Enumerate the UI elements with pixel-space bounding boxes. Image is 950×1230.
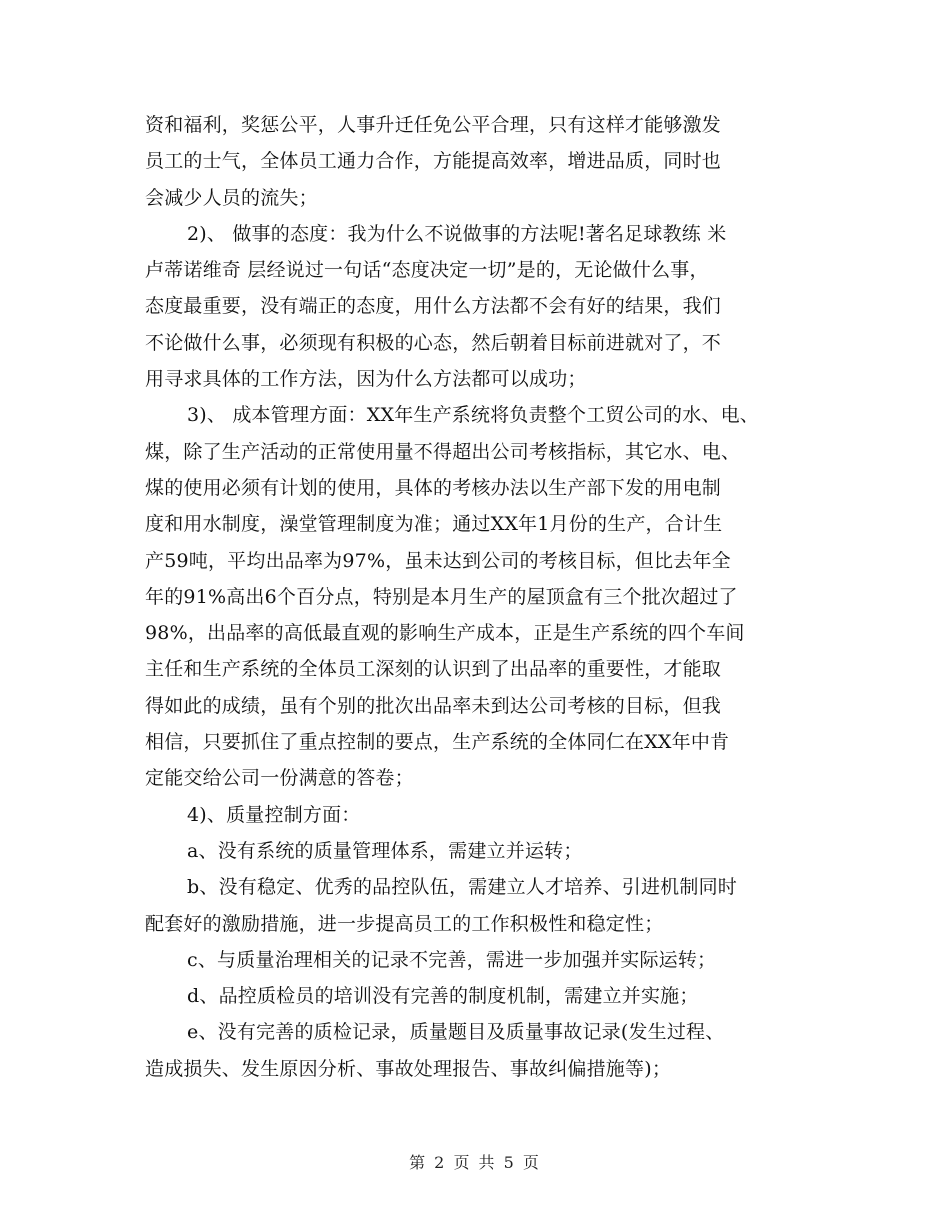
- text-line: a、没有系统的质量管理体系，需建立并运转；: [187, 839, 583, 862]
- text-line: 3)、 成本管理方面：XX年生产系统将负责整个工贸公司的水、电、: [187, 404, 759, 427]
- text-line: e、没有完善的质检记录，质量题目及质量事故记录(发生过程、: [187, 1021, 725, 1044]
- text-line: 员工的士气，全体员工通力合作，方能提高效率，增进品质，同时也: [145, 150, 722, 173]
- text-line: 资和福利，奖惩公平，人事升迁任免公平合理，只有这样才能够激发: [145, 114, 722, 136]
- page-footer: 第 2 页 共 5 页: [409, 1153, 541, 1172]
- text-line: 配套好的激励措施，进一步提高员工的工作积极性和稳定性；: [145, 912, 664, 935]
- text-line: d、品控质检员的培训没有完善的制度机制，需建立并实施；: [187, 985, 699, 1008]
- text-line: 2)、 做事的态度：我为什么不说做事的方法呢!著名足球教练 米: [187, 222, 727, 245]
- body-text: [145, 107, 845, 1087]
- text-line: 98%，出品率的高低最直观的影响生产成本，正是生产系统的四个车间: [145, 622, 745, 645]
- text-line: b、没有稳定、优秀的品控队伍，需建立人才培养、引进机制同时: [187, 876, 737, 899]
- text-line: 4)、质量控制方面：: [187, 803, 361, 826]
- text-line: 煤，除了生产活动的正常使用量不得超出公司考核指标，其它水、电、: [145, 440, 741, 463]
- text-line: 卢蒂诺维奇 层经说过一句话“态度决定一切”是的，无论做什么事，: [145, 259, 709, 282]
- text-line: 相信，只要抓住了重点控制的要点，生产系统的全体同仁在XX年中肯: [145, 731, 730, 754]
- text-line: 年的91%高出6个百分点，特别是本月生产的屋顶盒有三个批次超过了: [145, 585, 738, 608]
- text-line: 态度最重要，没有端正的态度，用什么方法都不会有好的结果，我们: [145, 295, 722, 318]
- text-line: 主任和生产系统的全体员工深刻的认识到了出品率的重要性，才能取: [145, 658, 722, 681]
- text-line: 煤的使用必须有计划的使用，具体的考核办法以生产部下发的用电制: [145, 476, 722, 499]
- text-line: 产59吨，平均出品率为97%，虽未达到公司的考核目标，但比去年全: [145, 549, 731, 572]
- text-line: 度和用水制度，澡堂管理制度为准；通过XX年1月份的生产，合计生: [145, 513, 723, 536]
- text-line: 造成损失、发生原因分析、事故处理报告、事故纠偏措施等)；: [145, 1057, 672, 1080]
- text-line: 定能交给公司一份满意的答卷；: [145, 767, 414, 790]
- text-line: 会减少人员的流失；: [145, 186, 318, 209]
- text-line: 不论做什么事，必须现有积极的心态，然后朝着目标前进就对了，不: [145, 331, 722, 354]
- text-line: 得如此的成绩，虽有个别的批次出品率未到达公司考核的目标，但我: [145, 694, 722, 717]
- text-line: 用寻求具体的工作方法，因为什么方法都可以成功；: [145, 368, 587, 391]
- text-line: c、与质量治理相关的记录不完善，需进一步加强并实际运转；: [187, 948, 717, 971]
